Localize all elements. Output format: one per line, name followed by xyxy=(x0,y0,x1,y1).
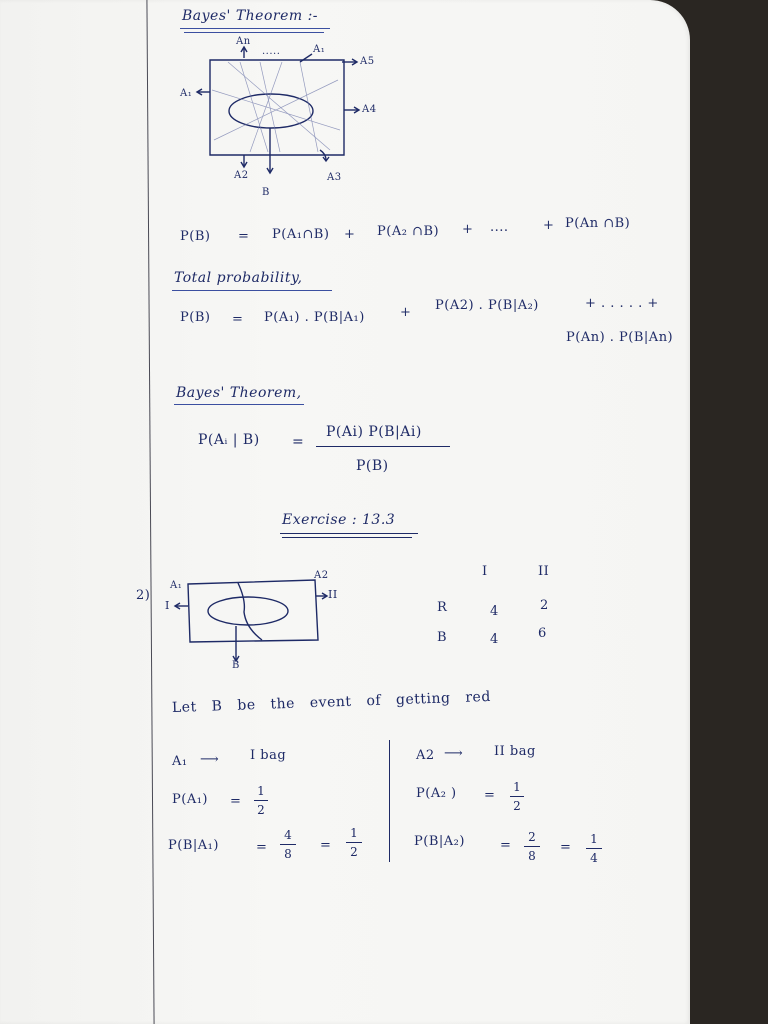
exercise-heading: Exercise : 13.3 xyxy=(282,512,396,528)
right-fraction-2 xyxy=(586,832,602,865)
total-term-1: P(A₁) . P(B|A₁) xyxy=(264,310,365,325)
left-mapping-a: A₁ xyxy=(172,754,188,769)
table-header-i: I xyxy=(482,564,488,579)
exercise-underline-2 xyxy=(282,537,412,538)
total-term-3: P(An) . P(B|An) xyxy=(566,330,674,345)
table-cell-b-i: 4 xyxy=(490,632,499,647)
right-p-a-fraction xyxy=(510,780,524,813)
event-statement: Let B be the event of getting red xyxy=(171,688,492,716)
bayes-lhs: P(Aᵢ | B) xyxy=(198,432,260,448)
total-probability-heading: Total probability, xyxy=(174,270,303,286)
bayes-denominator: P(B) xyxy=(356,458,389,474)
fraction-bar xyxy=(280,844,296,845)
left-p-a-fraction xyxy=(254,784,268,817)
pb-plus-2: + xyxy=(462,222,474,237)
right-p-b-a-eq: = xyxy=(500,838,512,853)
problem-number: 2) xyxy=(136,588,151,603)
right-frac1-num: 2 xyxy=(528,830,536,844)
left-fraction-1 xyxy=(280,828,296,861)
left-p-b-a-eq: = xyxy=(256,840,268,855)
bags-label-a1: A₁ xyxy=(170,580,183,591)
total-plus-1: + xyxy=(400,305,412,320)
pb-eq: = xyxy=(238,229,250,244)
bags-label-b: B xyxy=(232,660,240,671)
label-an: An xyxy=(236,36,251,47)
right-p-a: P(A₂ ) xyxy=(416,786,457,801)
bayes-theorem-heading: Bayes' Theorem :- xyxy=(182,8,319,24)
right-fraction-1 xyxy=(524,830,540,863)
table-cell-b-ii: 6 xyxy=(538,626,547,641)
pb-plus-1: + xyxy=(344,227,356,242)
bayes-formula-heading: Bayes' Theorem, xyxy=(176,385,302,401)
bayes-numerator: P(Ai) P(B|Ai) xyxy=(326,424,422,440)
label-a5: A5 xyxy=(360,56,375,67)
left-frac1-num: 4 xyxy=(284,828,292,842)
label-a2: A2 xyxy=(234,170,249,181)
right-p-a-den: 2 xyxy=(513,799,521,813)
table-header-ii: II xyxy=(538,564,550,579)
right-frac2-den: 4 xyxy=(590,851,598,865)
total-tail: + . . . . . + xyxy=(585,296,659,311)
fraction-bar xyxy=(510,796,524,797)
pb-lhs: P(B) xyxy=(180,229,211,244)
fraction-bar xyxy=(254,800,268,801)
bags-label-a2: A2 xyxy=(314,570,329,581)
left-eq-3: = xyxy=(320,838,332,853)
right-p-a-num: 1 xyxy=(513,780,521,794)
label-a1-left: A₁ xyxy=(180,88,193,99)
bayes-eq: = xyxy=(292,434,305,450)
right-mapping-a: A2 xyxy=(416,748,435,763)
column-divider xyxy=(389,740,390,862)
bayes-formula-underline xyxy=(174,404,304,405)
pb-term-3: P(An ∩B) xyxy=(565,216,631,231)
heading-underline xyxy=(180,28,330,29)
label-dots: ..... xyxy=(262,46,281,57)
right-p-a-eq: = xyxy=(484,788,496,803)
table-row-label-b: B xyxy=(437,630,448,645)
bags-label-i: I xyxy=(165,599,170,612)
left-p-a-eq: = xyxy=(230,794,242,809)
pb-term-1: P(A₁∩B) xyxy=(272,227,330,242)
fraction-bar xyxy=(346,842,362,843)
pb-term-2: P(A₂ ∩B) xyxy=(377,224,440,239)
label-a4: A4 xyxy=(362,104,377,115)
label-b: B xyxy=(262,187,270,198)
label-a3: A3 xyxy=(327,172,342,183)
fraction-bar xyxy=(586,848,602,849)
fraction-bar xyxy=(524,846,540,847)
left-mapping-arrow: ⟶ xyxy=(200,752,220,767)
left-fraction-2 xyxy=(346,826,362,859)
left-p-b-a: P(B|A₁) xyxy=(168,838,219,853)
table-row-label-r: R xyxy=(437,600,448,615)
table-cell-r-ii: 2 xyxy=(540,598,549,613)
right-frac2-num: 1 xyxy=(590,832,598,846)
left-p-a-den: 2 xyxy=(257,803,265,817)
right-eq-3: = xyxy=(560,840,572,855)
bags-label-ii: II xyxy=(328,588,338,601)
bayes-fraction-bar xyxy=(316,446,450,447)
pb-dots: .... xyxy=(490,220,509,235)
left-p-a: P(A₁) xyxy=(172,792,208,807)
left-frac2-num: 1 xyxy=(350,826,358,840)
right-mapping-bag: II bag xyxy=(494,744,536,759)
total-probability-underline xyxy=(172,290,332,291)
total-lhs: P(B) xyxy=(180,310,211,325)
left-p-a-num: 1 xyxy=(257,784,265,798)
exercise-underline xyxy=(280,533,418,534)
table-cell-r-i: 4 xyxy=(490,604,499,619)
pb-plus-3: + xyxy=(543,218,555,233)
right-frac1-den: 8 xyxy=(528,849,536,863)
total-term-2: P(A2) . P(B|A₂) xyxy=(435,298,539,313)
label-a1-top: A₁ xyxy=(313,44,326,55)
right-mapping-arrow: ⟶ xyxy=(444,746,464,761)
heading-underline-2 xyxy=(184,32,324,33)
total-eq: = xyxy=(232,312,244,327)
left-mapping-bag: I bag xyxy=(250,748,287,763)
right-p-b-a: P(B|A₂) xyxy=(414,834,465,849)
left-frac1-den: 8 xyxy=(284,847,292,861)
left-frac2-den: 2 xyxy=(350,845,358,859)
